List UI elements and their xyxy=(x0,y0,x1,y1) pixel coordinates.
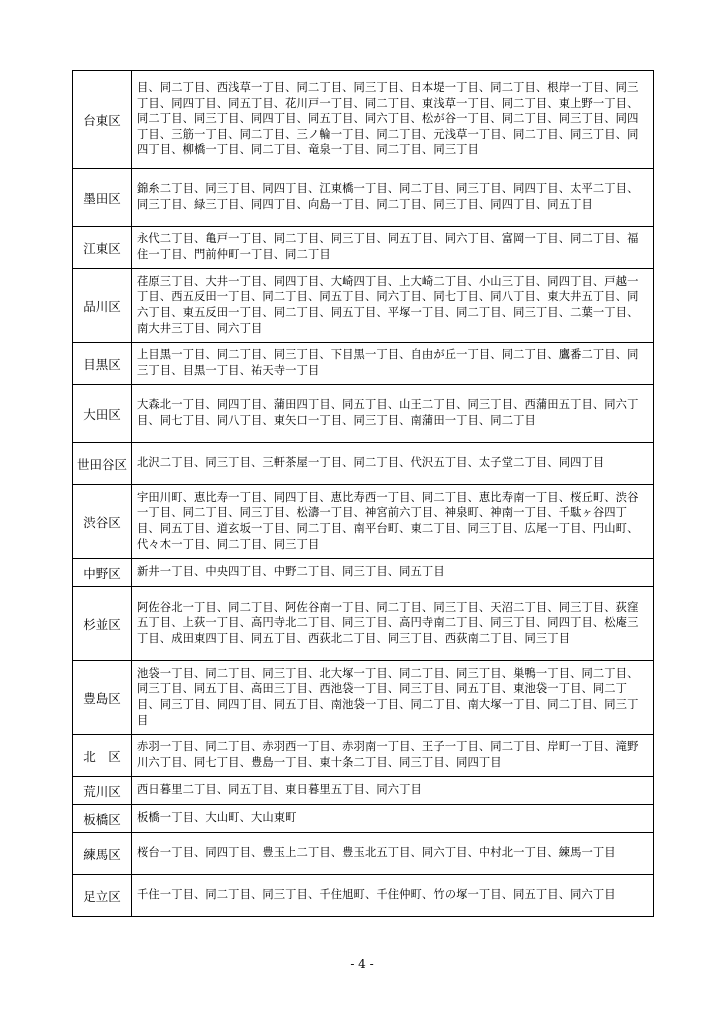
table-row xyxy=(73,777,654,805)
area-list: 荏原三丁目、大井一丁目、同四丁目、大崎四丁目、上大崎二丁目、小山三丁目、同四丁目、戸越一丁目、西五反田一丁目、同二丁目、同五丁目、同六丁目、同七丁目、同八丁目、東大井五丁目、同六丁目、東五反田一丁目、同二丁目、同五丁目、平塚一丁目、同二丁目、同三丁目、二葉一丁目、南大井三丁目、同六丁目 xyxy=(132,269,654,343)
table-row xyxy=(73,805,654,833)
table-row xyxy=(73,443,654,485)
ward-areas-table xyxy=(72,70,654,917)
table-row xyxy=(73,485,654,559)
table-row xyxy=(73,833,654,875)
area-list: 錦糸二丁目、同三丁目、同四丁目、江東橋一丁目、同二丁目、同三丁目、同四丁目、太平二丁目、同三丁目、緑三丁目、同四丁目、向島一丁目、同二丁目、同三丁目、同四丁目、同五丁目 xyxy=(132,169,654,227)
ward-name: 世田谷区 xyxy=(73,443,132,485)
table-row xyxy=(73,385,654,443)
ward-name: 目黒区 xyxy=(73,343,132,385)
area-list: 西日暮里二丁目、同五丁目、東日暮里五丁目、同六丁目 xyxy=(132,777,654,805)
ward-name: 板橋区 xyxy=(73,805,132,833)
area-list: 千住一丁目、同二丁目、同三丁目、千住旭町、千住仲町、竹の塚一丁目、同五丁目、同六丁目 xyxy=(132,875,654,917)
area-list: 桜台一丁目、同四丁目、豊玉上二丁目、豊玉北五丁目、同六丁目、中村北一丁目、練馬一丁目 xyxy=(132,833,654,875)
ward-name: 荒川区 xyxy=(73,777,132,805)
ward-name: 渋谷区 xyxy=(73,485,132,559)
area-list: 永代二丁目、亀戸一丁目、同二丁目、同三丁目、同五丁目、同六丁目、富岡一丁目、同二丁目、福住一丁目、門前仲町一丁目、同二丁目 xyxy=(132,227,654,269)
table-row xyxy=(73,875,654,917)
area-list: 池袋一丁目、同二丁目、同三丁目、北大塚一丁目、同二丁目、同三丁目、巣鴨一丁目、同二丁目、同三丁目、同五丁目、高田三丁目、西池袋一丁目、同三丁目、同五丁目、東池袋一丁目、同二丁目、同三丁目、同四丁目、同五丁目、南池袋一丁目、同二丁目、南大塚一丁目、同二丁目、同三丁目 xyxy=(132,661,654,735)
table-row xyxy=(73,343,654,385)
ward-name: 墨田区 xyxy=(73,169,132,227)
ward-name: 台東区 xyxy=(73,71,132,169)
ward-name: 練馬区 xyxy=(73,833,132,875)
area-list: 大森北一丁目、同四丁目、蒲田四丁目、同五丁目、山王二丁目、同三丁目、西蒲田五丁目、同六丁目、同七丁目、同八丁目、東矢口一丁目、同三丁目、南蒲田一丁目、同二丁目 xyxy=(132,385,654,443)
ward-name: 足立区 xyxy=(73,875,132,917)
table-row xyxy=(73,71,654,169)
table-row xyxy=(73,269,654,343)
area-list: 板橋一丁目、大山町、大山東町 xyxy=(132,805,654,833)
area-list: 新井一丁目、中央四丁目、中野二丁目、同三丁目、同五丁目 xyxy=(132,559,654,587)
table-row xyxy=(73,169,654,227)
area-list: 赤羽一丁目、同二丁目、赤羽西一丁目、赤羽南一丁目、王子一丁目、同二丁目、岸町一丁目、滝野川六丁目、同七丁目、豊島一丁目、東十条二丁目、同三丁目、同四丁目 xyxy=(132,735,654,777)
area-list: 宇田川町、恵比寿一丁目、同四丁目、恵比寿西一丁目、同二丁目、恵比寿南一丁目、桜丘町、渋谷一丁目、同二丁目、同三丁目、松濤一丁目、神宮前六丁目、神泉町、神南一丁目、千駄ヶ谷四丁目、同五丁目、道玄坂一丁目、同二丁目、南平台町、東二丁目、同三丁目、広尾一丁目、円山町、代々木一丁目、同二丁目、同三丁目 xyxy=(132,485,654,559)
table-row xyxy=(73,559,654,587)
page-number: - 4 - xyxy=(350,957,374,971)
area-list: 目、同二丁目、西浅草一丁目、同二丁目、同三丁目、日本堤一丁目、同二丁目、根岸一丁目、同三丁目、同四丁目、同五丁目、花川戸一丁目、同二丁目、東浅草一丁目、同二丁目、東上野一丁目、同二丁目、同三丁目、同四丁目、同五丁目、同六丁目、松が谷一丁目、同二丁目、同三丁目、同四丁目、三筋一丁目、同二丁目、三ノ輪一丁目、同二丁目、元浅草一丁目、同二丁目、同三丁目、同四丁目、柳橋一丁目、同二丁目、竜泉一丁目、同二丁目、同三丁目 xyxy=(132,71,654,169)
ward-name: 江東区 xyxy=(73,227,132,269)
area-list: 阿佐谷北一丁目、同二丁目、阿佐谷南一丁目、同二丁目、同三丁目、天沼二丁目、同三丁目、荻窪五丁目、上荻一丁目、高円寺北二丁目、同三丁目、高円寺南二丁目、同三丁目、同四丁目、松庵三丁目、成田東四丁目、同五丁目、西荻北二丁目、同三丁目、西荻南二丁目、同三丁目 xyxy=(132,587,654,661)
table-row xyxy=(73,227,654,269)
ward-name: 品川区 xyxy=(73,269,132,343)
area-list: 上目黒一丁目、同二丁目、同三丁目、下目黒一丁目、自由が丘一丁目、同二丁目、鷹番二丁目、同三丁目、目黒一丁目、祐天寺一丁目 xyxy=(132,343,654,385)
table-row xyxy=(73,587,654,661)
ward-name: 中野区 xyxy=(73,559,132,587)
table-row xyxy=(73,735,654,777)
table-row xyxy=(73,661,654,735)
ward-name: 大田区 xyxy=(73,385,132,443)
ward-name: 豊島区 xyxy=(73,661,132,735)
ward-name: 北 区 xyxy=(73,735,132,777)
ward-name: 杉並区 xyxy=(73,587,132,661)
area-list: 北沢二丁目、同三丁目、三軒茶屋一丁目、同二丁目、代沢五丁目、太子堂二丁目、同四丁目 xyxy=(132,443,654,485)
